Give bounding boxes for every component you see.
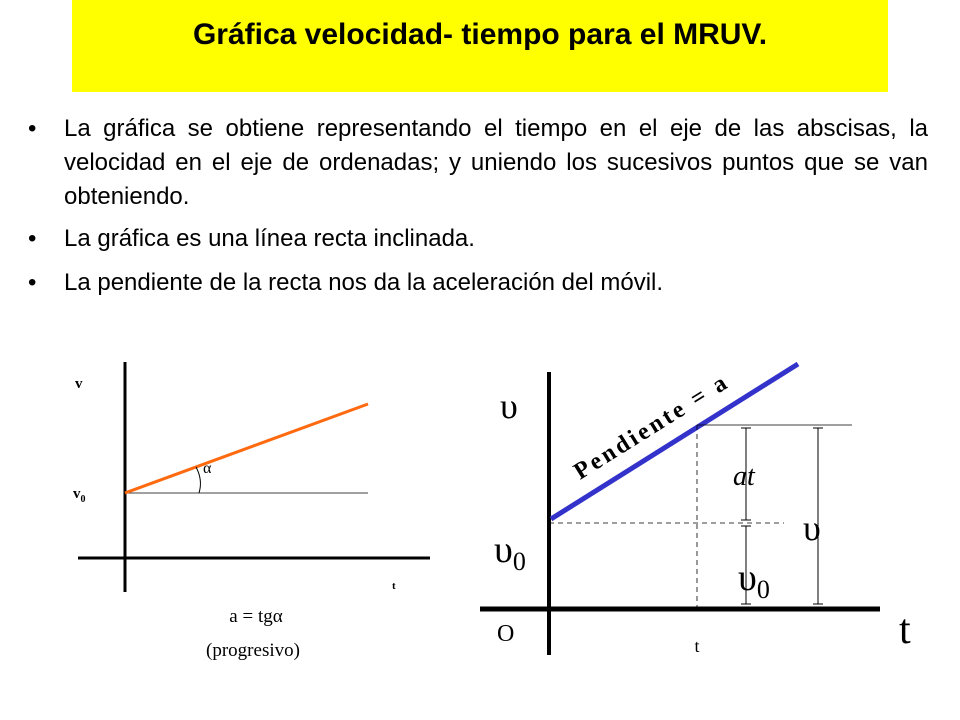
left-angle-label: α [203,460,212,477]
right-v0-subscript: 0 [512,547,526,576]
bullet-dot: • [28,225,37,252]
right-velocity-line [551,364,798,519]
slope-label: Pendiente = a [569,368,735,486]
bullet-text-2: La gráfica es una línea recta inclinada. [64,225,475,252]
right-y-axis-label: υ [500,386,518,426]
left-formula: a = tgα [229,606,283,627]
bullet-text-1: La gráfica se obtiene representando el tiempo en el eje de las abscisas, la velocidad en el eje de ordenadas; y uniendo los sucesivos puntos que se van obteniendo. [64,115,928,210]
v0-bracket-label [738,557,770,604]
bullet-text-3: La pendiente de la recta nos da la aceleración del móvil. [64,269,664,296]
at-label: at [733,461,755,492]
right-t-label: t [694,636,700,656]
right-v0-label [494,529,526,576]
left-y-axis-label: v [75,376,83,392]
left-v0-letter: v [73,486,81,502]
left-v0-subscript: 0 [80,494,86,505]
bullet-dot: • [28,115,37,142]
origin-label: O [497,621,515,647]
left-x-axis-label: t [392,580,396,592]
right-v0-letter: υ [494,529,513,571]
v-bracket-label: υ [803,508,821,548]
left-caption: (progresivo) [206,640,300,661]
bullet-dot: • [28,269,37,296]
slide-title: Gráfica velocidad- tiempo para el MRUV. [192,18,768,51]
right-x-axis-label: t [899,607,911,653]
v0-bracket-letter: υ [738,557,757,599]
v0-bracket-subscript: 0 [756,575,770,604]
